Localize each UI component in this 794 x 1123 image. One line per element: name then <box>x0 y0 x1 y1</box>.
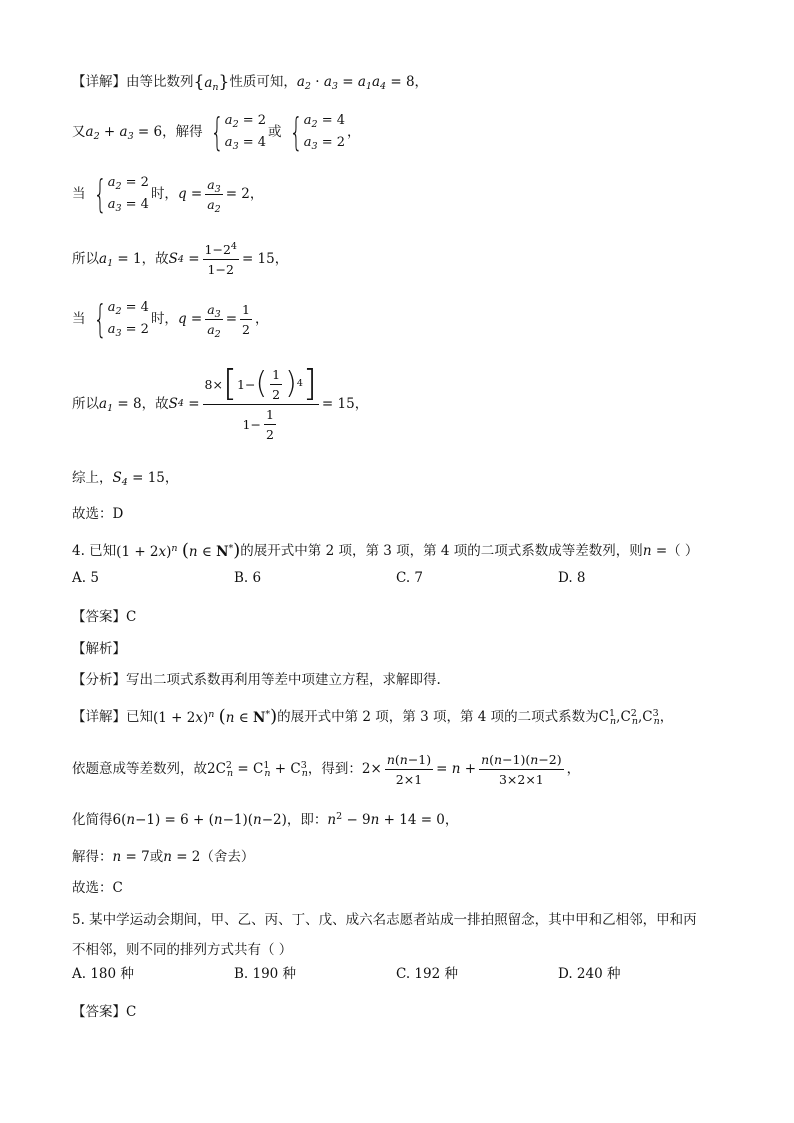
text: 【答案】C <box>72 1004 137 1020</box>
math-system-1: { $a_2 = 2$ $a_3 = 4$ <box>210 110 267 154</box>
text: 【分析】写出二项式系数再利用等差中项建立方程，求解即得. <box>72 672 441 688</box>
text: 时， <box>150 310 178 327</box>
q4-choice <box>72 880 734 896</box>
math-binomial-2: $(1 + 2x)^n$ (n ∈ N*) <box>153 706 278 727</box>
text: 当 <box>72 185 86 202</box>
detail-line-1 <box>72 72 734 92</box>
math-system-1b: { $a_2 = 2$ $a_3 = 4$ <box>92 172 149 216</box>
text: ， <box>566 761 581 778</box>
text: ， <box>346 123 361 140</box>
math-system-2b: { $a_2 = 4$ $a_3 = 2$ <box>92 297 149 341</box>
math-quadratic: $n^2 - 9n + 14 = 0$ <box>327 811 445 828</box>
text: ， <box>274 251 289 268</box>
text: ，得到： <box>307 761 362 778</box>
text: 的展开式中第 2 项，第 3 项，第 4 项的二项式系数为 <box>277 708 599 725</box>
question-4-stem <box>72 540 734 562</box>
text: 故选：D <box>72 506 124 522</box>
option-b[interactable]: B. 190 种 <box>234 965 297 982</box>
text: 或 <box>268 123 282 140</box>
text: ， <box>254 310 269 327</box>
option-b[interactable]: B. 6 <box>234 569 262 586</box>
text: 的展开式中第 2 项，第 3 项，第 4 项的二项式系数成等差数列，则 <box>240 542 643 559</box>
text: 4. 已知 <box>72 542 117 559</box>
math-root-2: n = 2 <box>163 849 201 865</box>
text: 【解析】 <box>72 641 126 657</box>
text: 时， <box>150 185 178 202</box>
text: 所以 <box>72 395 99 412</box>
math-s4: S 4 = $\frac{1-2^4}{1-2}$ = 15 <box>168 241 275 277</box>
text: 故选：C <box>72 880 123 896</box>
math-eq: $2C^2_n = C^1_n + C^3_n$ <box>207 760 308 780</box>
q4-answer <box>72 609 734 625</box>
detail-label: 【详解】 <box>72 708 126 725</box>
math-a1-8: $a_1 = 8$ <box>99 395 142 414</box>
text: 已知 <box>126 708 153 725</box>
text: ，解得 <box>162 123 203 140</box>
question-5-stem-2 <box>72 942 734 958</box>
text: （ ） <box>667 542 699 559</box>
math-simplify: 6(n−1) = 6 + (n−1)(n−2) <box>112 812 287 828</box>
math-n-eq: n = <box>642 542 668 559</box>
text: 所以 <box>72 251 99 268</box>
math-binomial: $(1 + 2x)^n$ (n ∈ N*) <box>116 540 241 561</box>
option-d[interactable]: D. 240 种 <box>558 965 621 982</box>
q4-detail-4 <box>72 849 734 865</box>
text: （舍去） <box>200 849 255 865</box>
math-coefficients: $C^1_n,C^2_n,C^3_n$ <box>598 707 660 727</box>
q4-analysis-label <box>72 641 734 657</box>
option-a[interactable]: A. 180 种 <box>72 965 134 982</box>
text: ， <box>444 812 459 828</box>
math-product: $a_2 \cdot a_3 = a_1a_4 = 8$ <box>296 74 415 93</box>
q4-analysis <box>72 672 734 688</box>
text: ， <box>414 74 429 91</box>
text: ， <box>164 470 179 486</box>
text: 综上， <box>72 470 113 486</box>
text: 性质可知， <box>229 74 297 91</box>
math-sum: $a_2 + a_3 = 6$ <box>85 123 163 142</box>
text: 又 <box>72 123 86 140</box>
text: 化简得 <box>72 812 113 828</box>
detail-line-6 <box>72 363 734 442</box>
q4-detail-3 <box>72 812 734 828</box>
detail-line-4 <box>72 242 734 277</box>
math-root-1: n = 7 <box>112 849 150 865</box>
detail-line-2 <box>72 110 734 154</box>
math-ratio: q = $\frac{a_3}{a_2}$ = 2 <box>177 176 250 215</box>
question-5-stem-1 <box>72 912 734 928</box>
text: ， <box>659 708 674 725</box>
text: 解得： <box>72 849 113 865</box>
text: ， <box>249 185 264 202</box>
detail-line-5 <box>72 297 734 341</box>
math-s4-final: $S_4 = 15$ <box>112 470 165 488</box>
text: ， <box>354 395 369 412</box>
q4-detail-1 <box>72 706 734 728</box>
text: ，故 <box>141 251 169 268</box>
text: 依题意成等差数列，故 <box>72 761 207 778</box>
detail-label: 【详解】 <box>72 74 126 91</box>
text: 或 <box>149 849 164 865</box>
option-c[interactable]: C. 192 种 <box>396 965 458 982</box>
answer-choice-3 <box>72 506 734 522</box>
math-a1: $a_1 = 1$ <box>99 251 142 270</box>
math-sequence: $\{a_n\}$ <box>193 72 230 93</box>
text: 【答案】C <box>72 609 137 625</box>
q5-answer <box>72 1004 734 1020</box>
detail-line-7 <box>72 470 734 486</box>
text: 不相邻，则不同的排列方式共有（ ） <box>72 942 293 958</box>
math-system-2: { $a_2 = 4$ $a_3 = 2$ <box>288 110 345 154</box>
text: 5. 某中学运动会期间，甲、乙、丙、丁、戊、成六名志愿者站成一排拍照留念，其中甲和乙相邻，甲和丙 <box>72 912 697 928</box>
text: 当 <box>72 310 86 327</box>
text: ，故 <box>141 395 169 412</box>
option-c[interactable]: C. 7 <box>396 569 424 586</box>
option-a[interactable]: A. 5 <box>72 569 99 586</box>
math-expanded: 2× $\frac{n(n-1)}{2\times 1}$ = n + $\frac{n(n-1)(n-2)}{3\times 2\times 1}$ <box>361 752 562 787</box>
option-d[interactable]: D. 8 <box>558 569 586 586</box>
q4-detail-2 <box>72 752 734 787</box>
math-s4-b: S 4 = 8× [ 1− ( $\frac{1}{2}$ ) 4 ] 1− $\frac{1}{2}$ = 15 <box>168 363 355 442</box>
detail-line-3 <box>72 172 734 216</box>
text: 由等比数列 <box>126 74 194 91</box>
math-ratio-2: q = $\frac{a_3}{a_2}$ = $\frac{1}{2}$ <box>177 301 250 340</box>
text: ，即： <box>286 812 328 828</box>
